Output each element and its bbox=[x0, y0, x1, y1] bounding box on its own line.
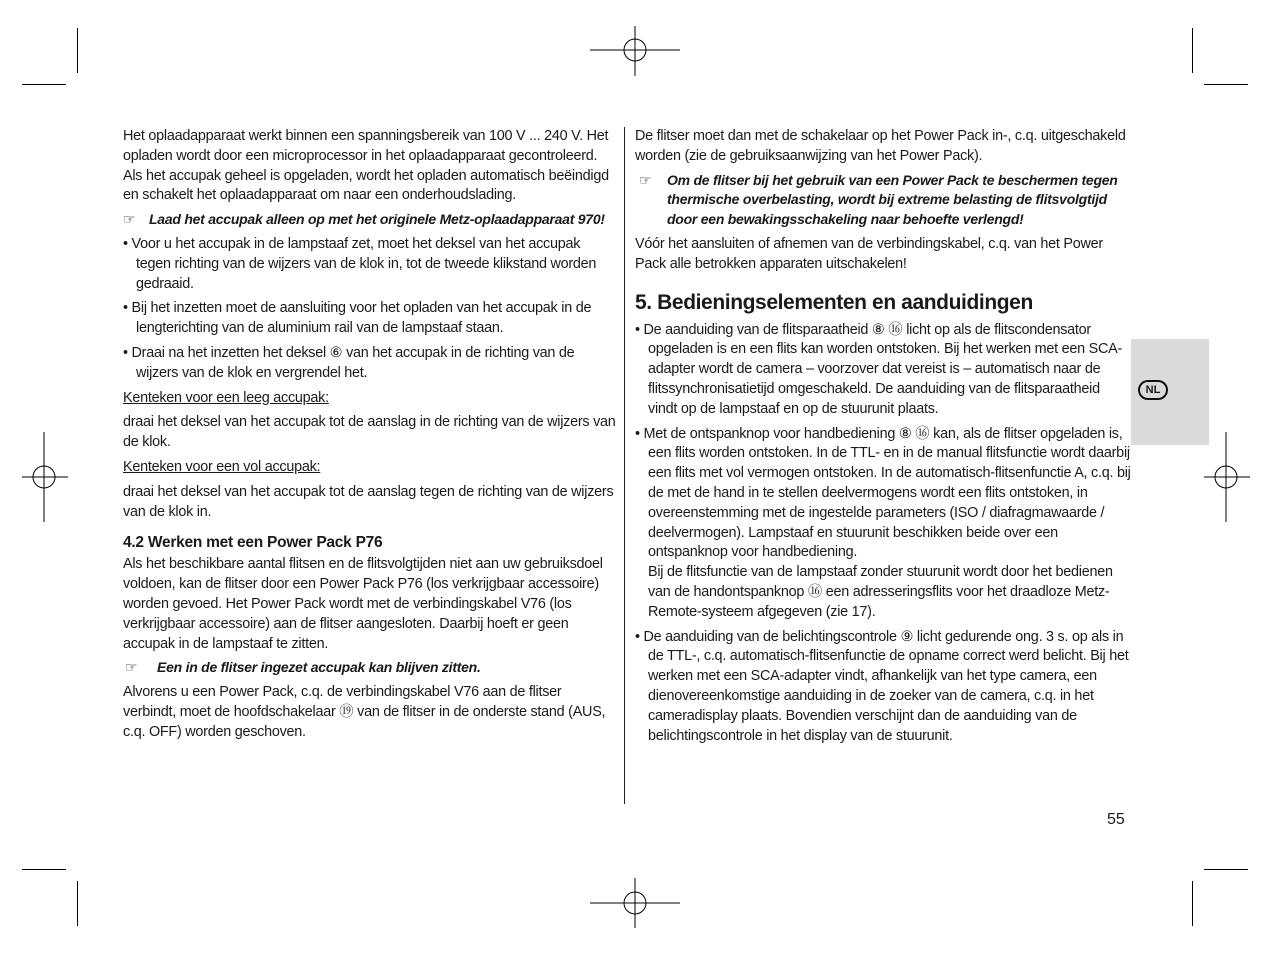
crop-mark bbox=[1192, 28, 1193, 73]
language-tab bbox=[1131, 339, 1209, 445]
bullet-connection: • Bij het inzetten moet de aansluiting voor het opladen van het accupak in de lengterichting van de aluminium rail van de lampstaaf staan. bbox=[123, 300, 592, 337]
section-heading-controls: 5. Bedieningselementen en aanduidingen bbox=[635, 290, 1033, 314]
paragraph-power-pack-switch: De flitser moet dan met de schakelaar op het Power Pack in-, c.q. uitgeschakeld worden (zie de gebruiksaanwijzing van het Power Pack). bbox=[635, 128, 1126, 164]
column-divider bbox=[624, 127, 625, 804]
crop-mark bbox=[22, 84, 66, 85]
note-thermal-protection: ☞ Om de flitser bij het gebruik van een Power Pack te beschermen tegen thermische overbelasting, wordt bij extreme belasting de flitsvolgtijd door een bewakingsschakeling naar behoefte verlengd! bbox=[635, 171, 1131, 230]
label-full-accupak: Kenteken voor een vol accupak: bbox=[123, 458, 321, 475]
section-heading-power-pack: 4.2 Werken met een Power Pack P76 bbox=[123, 534, 383, 552]
right-column bbox=[635, 127, 1131, 751]
bullet-exposure-control: • De aanduiding van de belichtingscontrole ⑨ licht gedurende ong. 3 s. op als in de TTL-, c.q. automatisch-flitsenfunctie de opname correct werd belicht. Bij het werken met een SCA-adapter vindt, afhankelijk van het type camera, een dienovereenkomstige aanduiding in de zoeker van de camera, c.q. in het cameradisplay plaats. Bovendien verschijnt dan de aanduiding van de belichtingscontrole in het display van de stuurunit. bbox=[635, 628, 1129, 744]
bullet-flash-ready: • De aanduiding van de flitsparaatheid ⑧ ⑯ licht op als de flitscondensator opgeladen is en een flits kan worden ontstoken. Bij het werken met een SCA-adapter wordt de camera – voorzover dat vereist is – automatisch naar de flitssynchronisatietijd omgeschakeld. De aanduiding van de flitsparaatheid vindt op de lampstaaf en op de stuurunit plaats. bbox=[635, 321, 1123, 417]
crop-mark bbox=[77, 881, 78, 926]
registration-mark-left bbox=[22, 432, 68, 522]
crop-mark bbox=[77, 28, 78, 73]
note-accupak-stays: ☞ Een in de flitser ingezet accupak kan blijven zitten. bbox=[123, 658, 617, 678]
crop-mark bbox=[1204, 869, 1248, 870]
bullet-insert-accupak: • Voor u het accupak in de lampstaaf zet, moet het deksel van het accupak tegen richting van de wijzers van de klok in, tot de tweede klikstand worden gedraaid. bbox=[123, 235, 597, 292]
paragraph-charging-range: Het oplaadapparaat werkt binnen een spanningsbereik van 100 V ... 240 V. Het opladen wordt door een microprocessor in het oplaadapparaat gecontroleerd. Als het accupak geheel is opgeladen, wordt het opladen automatisch beëindigd en schakelt het oplaadapparaat om naar een onderhoudslading. bbox=[123, 128, 609, 204]
bullet-lock-lid: • Draai na het inzetten het deksel ⑥ van het accupak in de richting van de wijzers van de klok en vergrendel het. bbox=[123, 344, 575, 381]
paragraph-power-pack: Als het beschikbare aantal flitsen en de flitsvolgtijden niet aan uw gebruiksdoel voldoen, kan de flitser door een Power Pack P76 (los verkrijgbaar accessoire) worden gevoed. Het Power Pack wordt met de verbindingskabel V76 (los verkrijgbaar accessoire) aan de flitser aangesloten. Daarbij hoeft er geen accupak in de lampstaaf te zitten. bbox=[123, 556, 603, 652]
crop-mark bbox=[1204, 84, 1248, 85]
label-empty-accupak: Kenteken voor een leeg accupak: bbox=[123, 389, 329, 406]
paragraph-disconnect-warning: Vóór het aansluiten of afnemen van de verbindingskabel, c.q. van het Power Pack alle betrokken apparaten uitschakelen! bbox=[635, 235, 1103, 272]
left-column bbox=[123, 127, 617, 743]
pointing-hand-icon: ☞ bbox=[123, 211, 136, 228]
language-badge: NL bbox=[1138, 380, 1168, 400]
bullet-manual-release: • Met de ontspanknop voor handbediening ⑧ ⑯ kan, als de flitser opgeladen is, een flits worden ontstoken. In de TTL- en in de manual flitsfunctie wordt daarbij een flits met vol vermogen ontstoken. In de automatisch-flitsenfunctie A, c.q. bij de met de hand in te stellen deelvermogens wordt een flits ontstoken, in overeenstemming met de ingestelde parameters (ISO / diafragmawaarde / deelvermogen). Lampstaaf en stuurunit beschikken beide over een ontspanknop voor handbediening. Bij de flitsfunctie van de lampstaaf zonder stuurunit wordt door het bedienen van de handontspanknop ⑯ een adresseringsflits voor het draadloze Metz-Remote-systeem afgegeven (zie 17). bbox=[635, 425, 1131, 620]
note-charger: ☞ Laad het accupak alleen op met het originele Metz-oplaadapparaat 970! bbox=[123, 210, 617, 230]
pointing-hand-icon: ☞ bbox=[125, 659, 138, 676]
crop-mark bbox=[22, 869, 66, 870]
text-full-accupak: draai het deksel van het accupak tot de aanslag tegen de richting van de wijzers van de klok in. bbox=[123, 483, 614, 520]
crop-mark bbox=[1192, 881, 1193, 926]
pointing-hand-icon: ☞ bbox=[639, 171, 652, 188]
text-empty-accupak: draai het deksel van het accupak tot de aanslag in de richting van de wijzers van de klok. bbox=[123, 414, 616, 451]
registration-mark-right bbox=[1204, 432, 1250, 522]
registration-mark-bottom bbox=[590, 878, 680, 928]
paragraph-main-switch: Alvorens u een Power Pack, c.q. de verbindingskabel V76 aan de flitser verbindt, moet de hoofdschakelaar ⑲ van de flitser in de onderste stand (AUS, c.q. OFF) worden geschoven. bbox=[123, 684, 606, 740]
page-number: 55 bbox=[1107, 811, 1125, 828]
registration-mark-top bbox=[590, 26, 680, 76]
